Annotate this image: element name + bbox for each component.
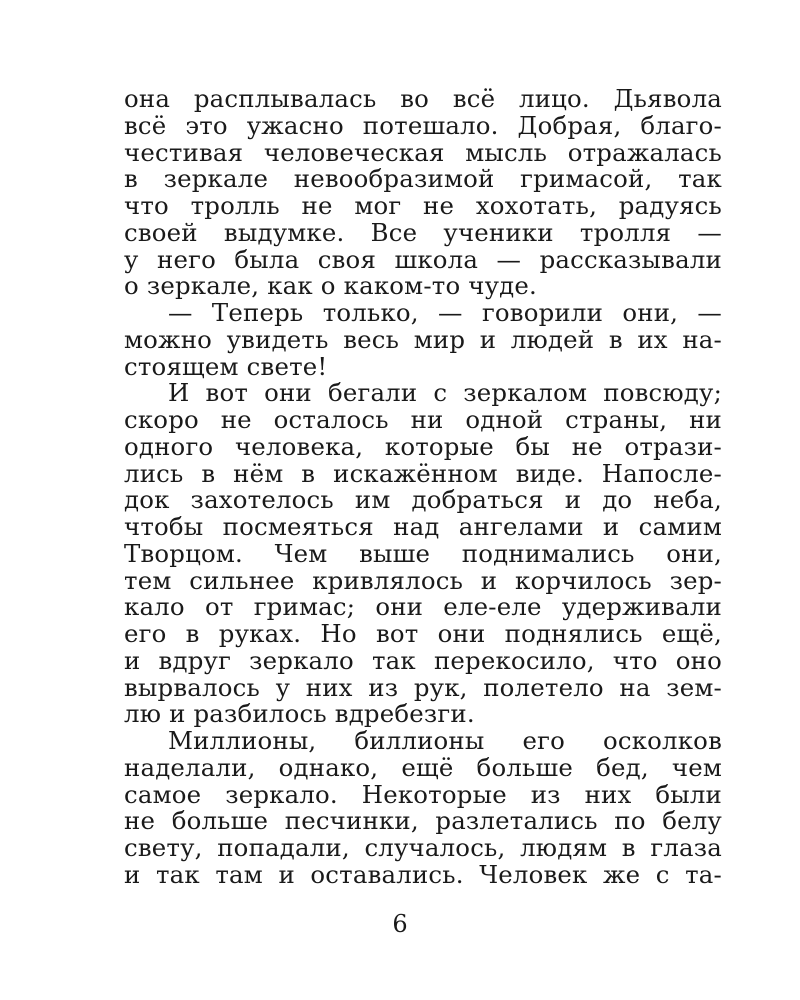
text-line: в зеркале невообразимой гримасой, так (124, 164, 722, 194)
text-line: и вдруг зеркало так перекосило, что оно (124, 645, 722, 675)
text-line: вырвалось у них из рук, полетело на зем- (124, 672, 722, 702)
text-line: лю и разбилось вдребезги. (124, 699, 475, 729)
page-number: 6 (392, 910, 408, 938)
text-line: док захотелось им добраться и до неба, (124, 485, 722, 515)
text-line: у него была своя школа — рассказывали (124, 244, 722, 274)
text-line: скоро не осталось ни одной страны, ни (124, 405, 722, 434)
text-line: Миллионы, биллионы его осколков (168, 726, 722, 755)
text-line: не больше песчинки, разлетались по белу (124, 806, 722, 836)
paragraph (124, 300, 722, 380)
text-line: что тролль не мог не хохотать, радуясь (124, 191, 722, 220)
text-line: его в руках. Но вот они поднялись ещё, (124, 619, 722, 648)
text-line: тем сильнее кривлялось и корчилось зер- (124, 565, 722, 595)
paragraph (124, 728, 722, 889)
text-line: одного человека, которые бы не отрази- (124, 431, 722, 461)
text-line: стоящем свете! (124, 351, 328, 381)
text-line: кало от гримас; они еле-еле удерживали (124, 592, 722, 622)
paragraph (124, 380, 722, 728)
text-line: свету, попадали, случалось, людям в глаза (124, 833, 722, 862)
text-line: самое зеркало. Некоторые из них были (124, 779, 722, 809)
text-line: честивая человеческая мысль отражалась (124, 137, 722, 167)
text-line: своей выдумке. Все ученики тролля — (124, 217, 722, 247)
text-line: Творцом. Чем выше поднимались они, (124, 538, 722, 568)
text-line: она расплывалась во всё лицо. Дьявола (124, 84, 722, 113)
text-line: о зеркале, как о каком-то чуде. (124, 271, 537, 301)
text-line: всё это ужасно потешало. Добрая, благо- (124, 110, 722, 140)
paragraph (124, 86, 722, 300)
page-text (124, 86, 722, 889)
text-line: лись в нём в искажённом виде. Напосле- (124, 458, 722, 488)
text-line: чтобы посмеяться над ангелами и самим (124, 512, 722, 541)
text-line: наделали, однако, ещё больше бед, чем (124, 752, 722, 782)
text-line: — Теперь только, — говорили они, — (168, 298, 722, 327)
text-line: и так там и оставались. Человек же с та- (124, 859, 722, 889)
text-line: И вот они бегали с зеркалом повсюду; (168, 378, 722, 408)
text-line: можно увидеть весь мир и людей в их на- (124, 324, 722, 354)
